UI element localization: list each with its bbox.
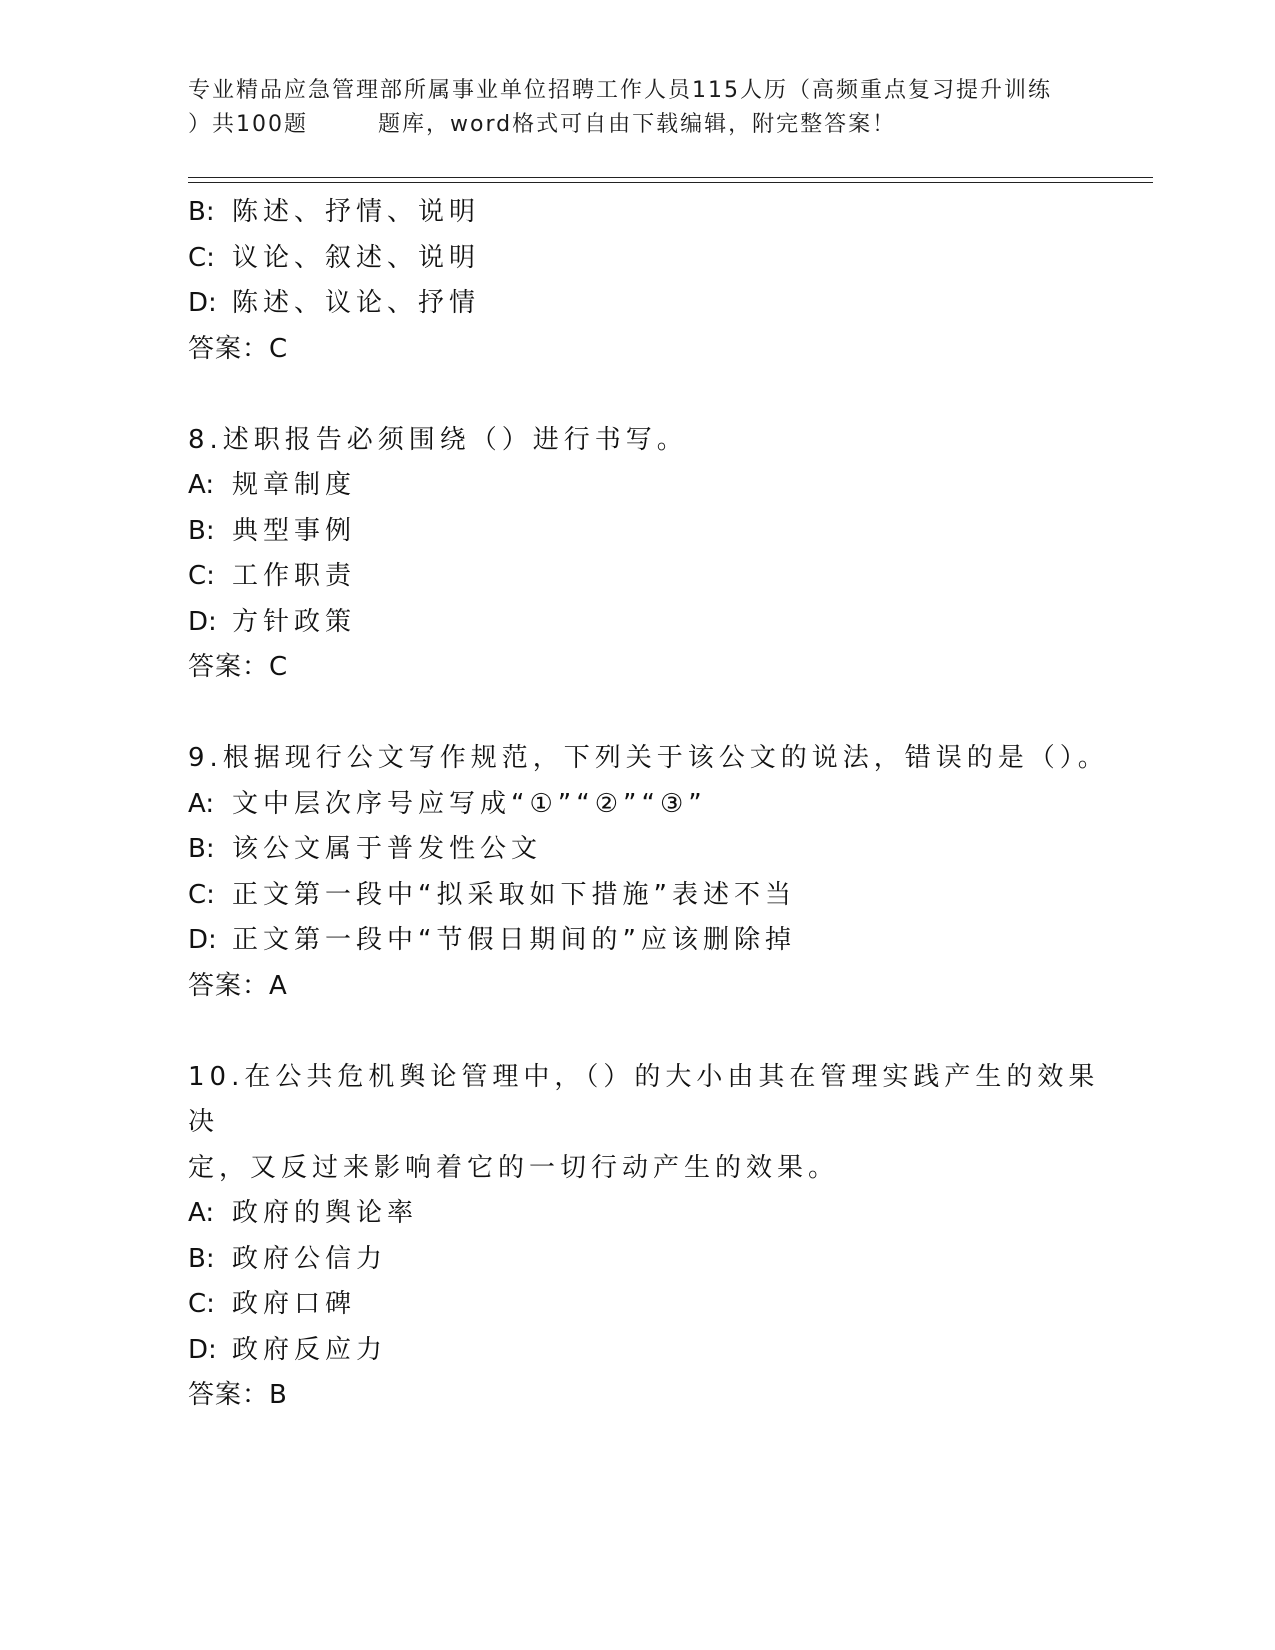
option-letter: D:: [188, 288, 217, 318]
question-stem: 9.根据现行公文写作规范，下列关于该公文的说法，错误的是（）。: [188, 743, 1109, 773]
option-text: 方针政策: [232, 606, 357, 637]
document-header: [188, 74, 1138, 142]
option-letter: B:: [188, 1243, 215, 1274]
option-text: 文中层次序号应写成“①”“②”“③”: [232, 788, 707, 819]
option-text: 规章制度: [232, 470, 357, 500]
header-line-1: 专业精品应急管理部所属事业单位招聘工作人员115人历（高频重点复习提升训练: [188, 78, 1052, 103]
option-letter: C:: [188, 1289, 215, 1319]
option-d: [188, 1328, 1118, 1374]
option-text: 正文第一段中“拟采取如下措施”表述不当: [232, 879, 796, 910]
option-letter: B:: [188, 197, 215, 227]
option-a: [188, 463, 1118, 509]
option-letter: D:: [188, 606, 217, 637]
option-a: [188, 1191, 1118, 1237]
answer-line: 答案：C: [188, 333, 289, 364]
answer-line: 答案：A: [188, 970, 288, 1001]
answer-line: 答案：B: [188, 1380, 288, 1410]
option-text: 议论、叙述、说明: [232, 242, 481, 273]
question-8: [188, 418, 1118, 691]
question-stem-line-2: 定，又反过来影响着它的一切行动产生的效果。: [188, 1152, 840, 1183]
option-d: [188, 281, 1118, 327]
option-d: [188, 600, 1118, 646]
option-letter: B:: [188, 834, 215, 864]
option-text: 陈述、议论、抒情: [232, 288, 481, 318]
header-divider-bottom: [188, 182, 1153, 183]
header-line-2-part-b: 题库，word格式可自由下载编辑，附完整答案！: [378, 112, 897, 137]
option-text: 工作职责: [232, 561, 357, 591]
option-text: 政府的舆论率: [232, 1198, 419, 1228]
option-letter: A:: [188, 788, 215, 819]
option-c: [188, 236, 1118, 282]
prev-question-block: [188, 190, 1118, 372]
option-c: [188, 873, 1118, 919]
header-line-2: [188, 108, 1138, 142]
option-text: 政府口碑: [232, 1289, 357, 1319]
option-letter: C:: [188, 561, 215, 591]
header-line-2-part-a: ）共100题: [188, 112, 308, 137]
option-c: [188, 554, 1118, 600]
answer-line: 答案：C: [188, 652, 289, 682]
option-b: [188, 190, 1118, 236]
option-a: [188, 782, 1118, 828]
option-letter: A:: [188, 470, 215, 500]
option-b: [188, 1237, 1118, 1283]
option-text: 典型事例: [232, 515, 357, 546]
option-d: [188, 918, 1118, 964]
option-text: 正文第一段中“节假日期间的”应该删除掉: [232, 925, 796, 955]
option-text: 该公文属于普发性公文: [232, 834, 543, 864]
option-c: [188, 1282, 1118, 1328]
option-letter: C:: [188, 879, 215, 910]
option-text: 政府反应力: [232, 1334, 388, 1365]
option-letter: C:: [188, 242, 215, 273]
option-b: [188, 509, 1118, 555]
question-stem: 8.述职报告必须围绕（）进行书写。: [188, 424, 688, 455]
option-b: [188, 827, 1118, 873]
question-10: [188, 1055, 1118, 1419]
option-letter: D:: [188, 925, 217, 955]
option-letter: B:: [188, 515, 215, 546]
option-text: 政府公信力: [232, 1243, 388, 1274]
option-text: 陈述、抒情、说明: [232, 197, 481, 227]
option-letter: A:: [188, 1198, 215, 1228]
question-content: [188, 190, 1118, 1419]
question-9: [188, 736, 1118, 1009]
option-letter: D:: [188, 1334, 217, 1365]
header-divider-top: [188, 177, 1153, 178]
question-stem-line-1: 10.在公共危机舆论管理中，（）的大小由其在管理实践产生的效果决: [188, 1061, 1100, 1137]
